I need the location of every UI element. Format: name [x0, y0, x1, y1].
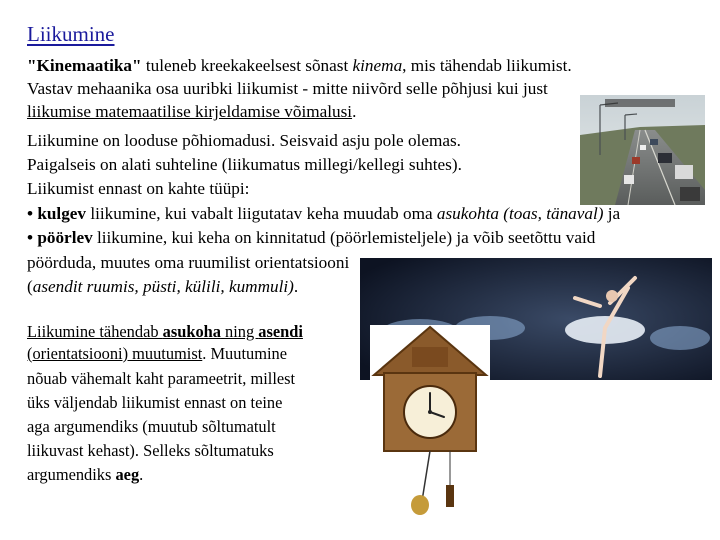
bold-word: asukoha — [162, 322, 221, 341]
text-span: tuleneb kreekakeelsest sõnast — [141, 56, 353, 75]
underlined-phrase: liikumise matemaatilise kirjeldamise võimalusi — [27, 102, 353, 121]
text-span: ning — [220, 322, 259, 341]
text-span: . — [293, 277, 299, 296]
text-line-5: Paigalseis on alati suhteline (liikumatus millegi/kellegi suhtes). — [27, 155, 462, 174]
text-line-9: pöörduda, muutes oma ruumilist orientatsiooni — [27, 253, 350, 272]
text-span: . Muutumine — [202, 344, 287, 363]
bold-word: asendi — [258, 322, 303, 341]
italic-phrase: asukohta (toas, tänaval) — [436, 204, 604, 223]
text-line-4: Liikumine on looduse põhiomadusi. Seisvaid asju pole olemas. — [27, 131, 461, 150]
p2-line-5: aga argumendiks (muutub sõltumatult — [27, 417, 276, 436]
p2-line-7 — [27, 465, 143, 486]
text-span: . — [139, 465, 144, 484]
cuckoo-clock-photo — [370, 325, 490, 520]
text-line-8 — [27, 228, 595, 248]
text-span: Liikumine tähendab — [27, 322, 163, 341]
bullet-rotational: • pöörlev — [27, 228, 93, 247]
text-span: argumendiks — [27, 465, 116, 484]
text-span: liikumine, kui keha on kinnitatud (pöörlemisteljele) ja võib seetõttu vaid — [92, 228, 596, 247]
p2-line-1 — [27, 322, 303, 343]
underlined-phrase: (orientatsiooni) muutumist — [27, 344, 203, 363]
italic-phrase: asendit ruumis, püsti, külili, kummuli) — [32, 277, 294, 296]
text-line-3 — [27, 102, 356, 122]
text-span: ja — [603, 204, 621, 223]
text-span: . — [352, 102, 357, 121]
kinematics-term: "Kinemaatika" — [27, 56, 142, 75]
p2-line-3: nõuab vähemalt kaht parameetrit, millest — [27, 369, 296, 388]
p2-line-6: liikuvast kehast). Selleks sõltumatuks — [27, 441, 274, 460]
bold-word: aeg — [115, 465, 140, 484]
text-line-10 — [27, 277, 298, 297]
text-span: , mis tähendab liikumist. — [402, 56, 572, 75]
bullet-translational: • kulgev — [27, 204, 87, 223]
text-line-1 — [27, 56, 572, 76]
highway-photo — [580, 95, 705, 205]
kinema-word: kinema — [352, 56, 403, 75]
p2-line-4: üks väljendab liikumist ennast on teine — [27, 393, 283, 412]
text-line-2: Vastav mehaanika osa uuribki liikumist - mitte niivõrd selle põhjusi kui just — [27, 79, 548, 98]
page-title: Liikumine — [27, 22, 115, 46]
text-line-7 — [27, 204, 620, 224]
text-span: liikumine, kui vabalt liigutatav keha muudab oma — [86, 204, 437, 223]
text-span: ( — [27, 277, 33, 296]
text-line-6: Liikumist ennast on kahte tüüpi: — [27, 179, 250, 198]
p2-line-2 — [27, 344, 287, 365]
